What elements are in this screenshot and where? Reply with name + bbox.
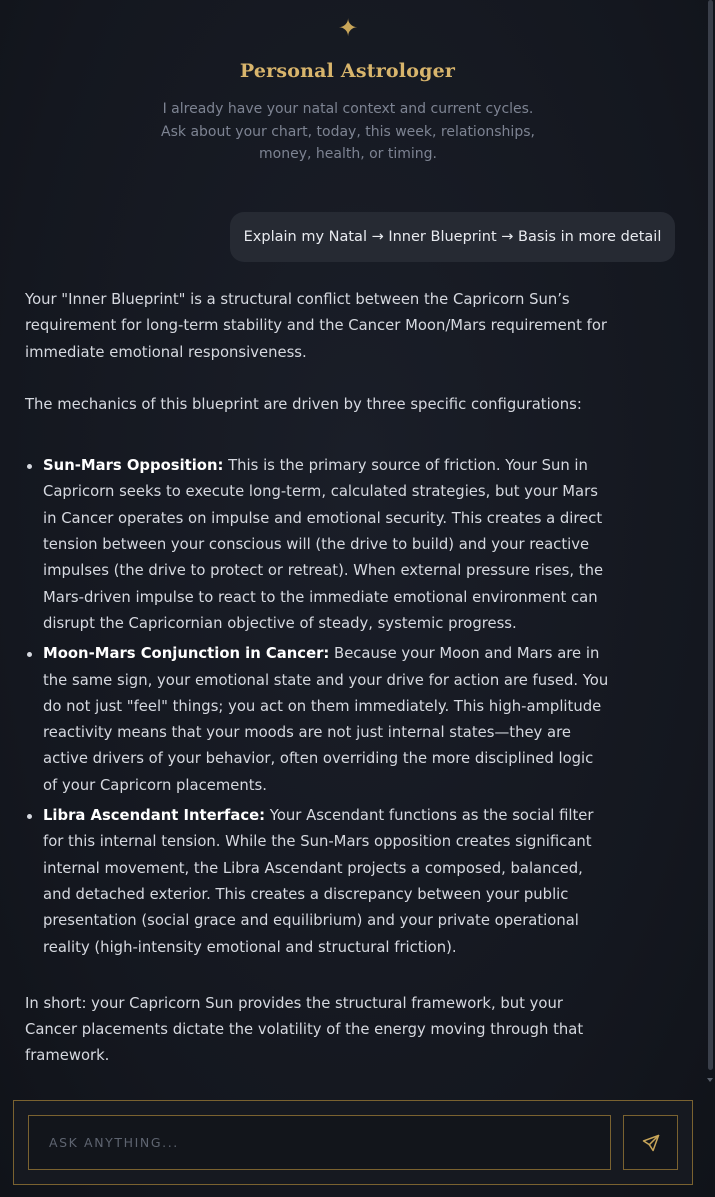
list-item-text: Because your Moon and Mars are in the same sign, your emotional state and your drive for action are fused. You do not just "feel" things; you act on them immediately. This high-amplitude reactivity means that your moods are not just internal states—they are active drivers of your behavior, often overriding the more disciplined logic of your Capricorn placements. bbox=[43, 645, 609, 794]
configuration-list bbox=[25, 453, 610, 961]
list-item-text: Your Ascendant functions as the social filter for this internal tension. While the Sun-Mars opposition creates significant internal movement, the Libra Ascendant projects a composed, balanced, and detached exterior. This creates a discrepancy between your public presentation (social grace and equilibrium) and your private operational reality (high-intensity emotional and structural friction). bbox=[43, 807, 594, 956]
response-summary: In short: your Capricorn Sun provides the structural framework, but your Cancer placements dictate the volatility of the energy moving through that framework. bbox=[25, 994, 584, 1065]
page-subtitle: I already have your natal context and current cycles. Ask about your chart, today, this week, relationships, money, health, or timing. bbox=[161, 101, 535, 162]
ask-anything-input[interactable] bbox=[28, 1115, 611, 1170]
send-button[interactable] bbox=[623, 1115, 678, 1170]
assistant-response bbox=[25, 287, 610, 1070]
chat-scrollbar[interactable] bbox=[705, 0, 715, 1090]
list-item-title: Moon-Mars Conjunction in Cancer: bbox=[43, 645, 330, 663]
response-mechanics: The mechanics of this blueprint are driven by three specific configurations: bbox=[25, 395, 582, 413]
response-intro: Your "Inner Blueprint" is a structural conflict between the Capricorn Sun’s requirement for long-term stability and the Cancer Moon/Mars requirement for immediate emotional responsiveness. bbox=[25, 291, 607, 361]
send-icon bbox=[641, 1133, 661, 1153]
list-item bbox=[43, 641, 610, 799]
list-item-title: Sun-Mars Opposition: bbox=[43, 457, 224, 475]
user-message-bubble: Explain my Natal → Inner Blueprint → Basis in more detail bbox=[230, 212, 675, 262]
message-composer bbox=[13, 1100, 693, 1185]
page-title: Personal Astrologer bbox=[239, 60, 456, 82]
list-item bbox=[43, 803, 610, 961]
list-item-title: Libra Ascendant Interface: bbox=[43, 807, 266, 825]
list-item bbox=[43, 453, 610, 637]
scroll-down-arrow-icon[interactable] bbox=[707, 1078, 713, 1082]
scrollbar-thumb[interactable] bbox=[708, 0, 713, 1070]
sparkle-star-icon: ✦ bbox=[337, 14, 359, 42]
list-item-text: This is the primary source of friction. Your Sun in Capricorn seeks to execute long-term, calculated strategies, but your Mars in Cancer operates on impulse and emotional security. This creates a direct tension between your conscious will (the drive to build) and your reactive impulses (the drive to protect or retreat). When external pressure rises, the Mars-driven impulse to react to the immediate emotional environment can disrupt the Capricornian objective of steady, systemic progress. bbox=[43, 457, 604, 632]
